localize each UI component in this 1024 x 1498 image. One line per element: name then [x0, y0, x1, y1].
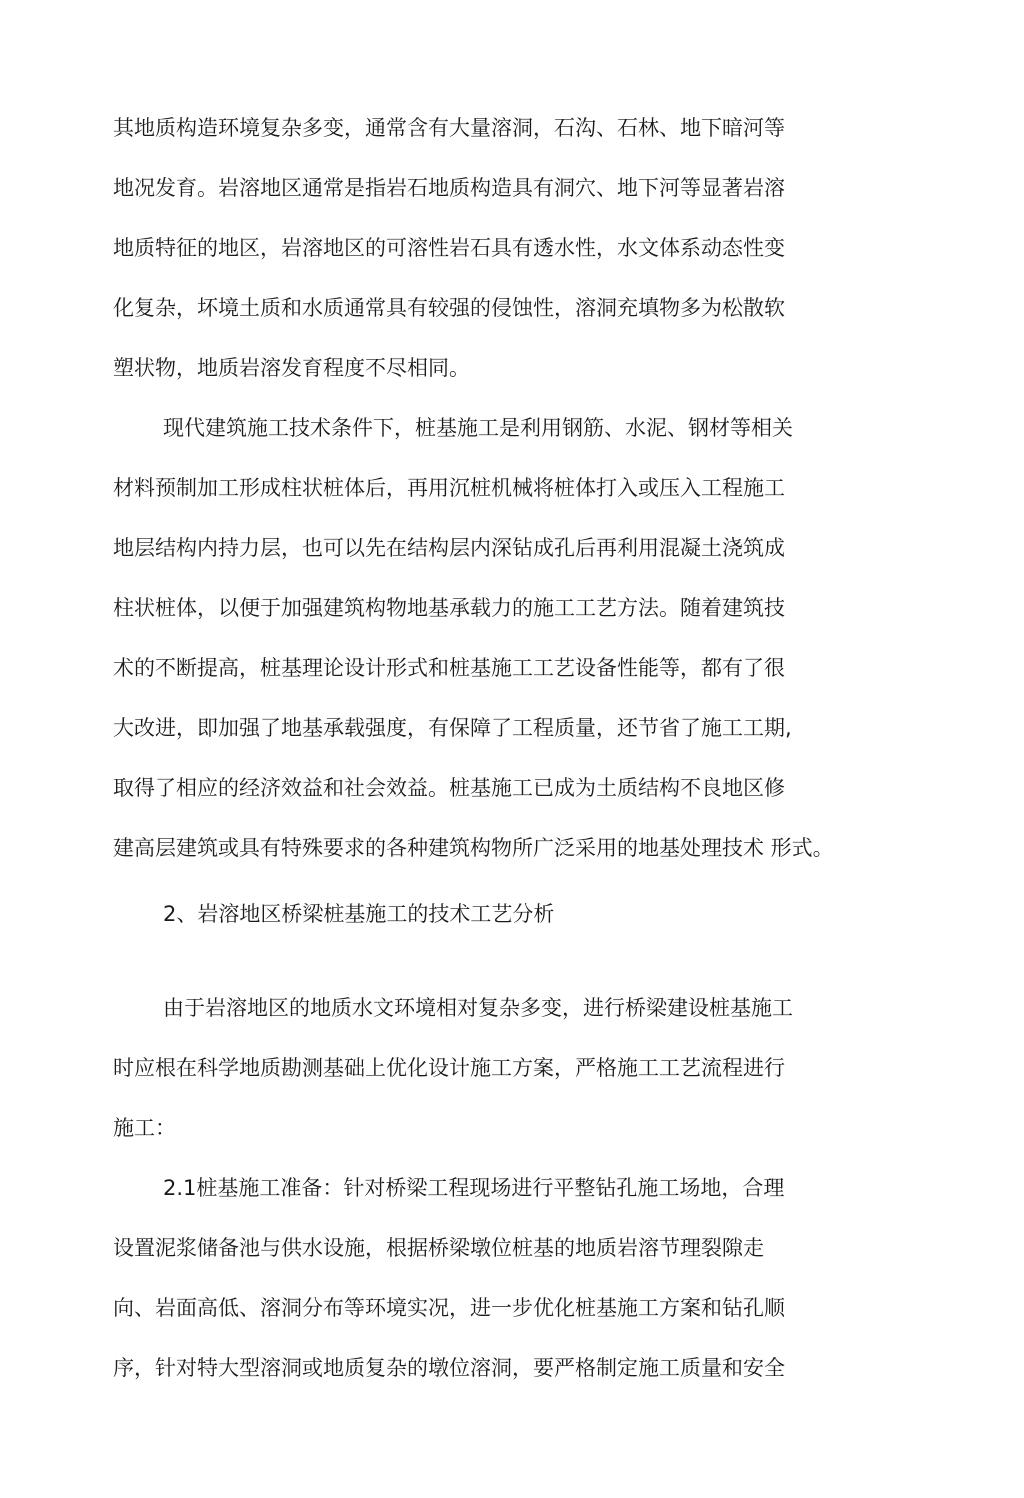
- text-line: 施工：: [113, 1116, 176, 1140]
- text-line: 其地质构造环境复杂多变，通常含有大量溶洞，石沟、石林、地下暗河等: [113, 116, 785, 140]
- text-line: 建高层建筑或具有特殊要求的各种建筑构物所广泛采用的地基处理技术 形式。: [113, 836, 834, 860]
- text-line: 设置泥浆储备池与供水设施，根据桥梁墩位桩基的地质岩溶节理裂隙走: [113, 1236, 764, 1260]
- text-line: 地质特征的地区，岩溶地区的可溶性岩石具有透水性，水文体系动态性变: [113, 236, 785, 260]
- subsection-first-line: 2.1桩基施工准备：针对桥梁工程现场进行平整钻孔施工场地，合理: [163, 1176, 785, 1200]
- text-line: 术的不断提高，桩基理论设计形式和桩基施工工艺设备性能等，都有了很: [113, 656, 785, 680]
- text-line: 时应根在科学地质勘测基础上优化设计施工方案，严格施工工艺流程进行: [113, 1056, 785, 1080]
- text-line: 取得了相应的经济效益和社会效益。桩基施工已成为土质结构不良地区修: [113, 776, 785, 800]
- text-line: 地况发育。岩溶地区通常是指岩石地质构造具有洞穴、地下河等显著岩溶: [113, 176, 785, 200]
- text-line: 化复杂，坏境土质和水质通常具有较强的侵蚀性，溶洞充填物多为松散软: [113, 296, 785, 320]
- section-heading: 2、岩溶地区桥梁桩基施工的技术工艺分析: [163, 902, 555, 926]
- paragraph-first-line: 由于岩溶地区的地质水文环境相对复杂多变，进行桥梁建设桩基施工: [163, 996, 793, 1020]
- text-line: 材料预制加工形成柱状桩体后，再用沉桩机械将桩体打入或压入工程施工: [113, 476, 785, 500]
- text-line: 向、岩面高低、溶洞分布等环境实况，进一步优化桩基施工方案和钻孔顺: [113, 1296, 785, 1320]
- text-line: 地层结构内持力层，也可以先在结构层内深钻成孔后再利用混凝土浇筑成: [113, 536, 785, 560]
- text-line: 柱状桩体，以便于加强建筑构物地基承载力的施工工艺方法。随着建筑技: [113, 596, 785, 620]
- text-line: 序，针对特大型溶洞或地质复杂的墩位溶洞，要严格制定施工质量和安全: [113, 1356, 785, 1380]
- text-line: 塑状物，地质岩溶发育程度不尽相同。: [113, 356, 470, 380]
- text-line: 大改进，即加强了地基承载强度，有保障了工程质量，还节省了施工工期,: [113, 716, 792, 740]
- paragraph-first-line: 现代建筑施工技术条件下，桩基施工是利用钢筋、水泥、钢材等相关: [163, 416, 793, 440]
